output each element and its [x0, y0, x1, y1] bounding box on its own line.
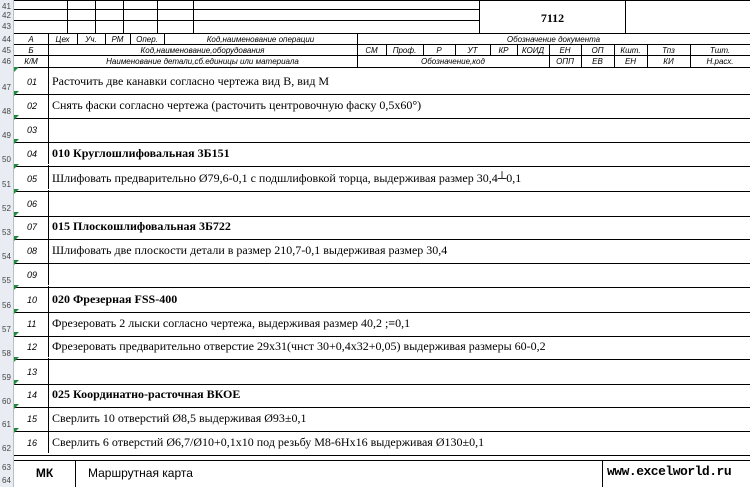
hdr-oper: Опер.: [136, 35, 158, 44]
error-indicator-icon: [14, 164, 19, 169]
hdr-tsht: Тшт.: [709, 46, 731, 55]
row-number[interactable]: 48: [2, 107, 11, 116]
row-divider: [48, 429, 49, 453]
row-divider: [48, 213, 49, 237]
hdr-a: А: [28, 35, 34, 44]
row-border: [14, 191, 750, 192]
error-indicator-icon: [14, 260, 19, 265]
operation-text[interactable]: 020 Фрезерная FSS-400: [52, 292, 178, 306]
hdr-part: Наименование детали,сб.единицы или материала: [106, 57, 299, 66]
operation-row-number: 01: [27, 77, 38, 87]
hdr-tpz: Тпз: [662, 46, 675, 55]
row-divider: [48, 68, 49, 92]
row-number[interactable]: 47: [2, 83, 11, 92]
row-divider: [48, 261, 49, 285]
row-number[interactable]: 50: [2, 155, 11, 164]
row-border: [14, 336, 750, 337]
row-border: [14, 359, 750, 360]
error-indicator-icon: [14, 67, 19, 72]
row-number[interactable]: 62: [2, 444, 11, 453]
operation-row-number: 07: [27, 222, 38, 232]
operation-text[interactable]: 015 Плоскошлифовальная 3Б722: [52, 219, 231, 233]
operation-text[interactable]: Сверлить 10 отверстий Ø8,5 выдерживая Ø93±0,1: [52, 411, 307, 425]
row-divider: [48, 116, 49, 140]
row-number[interactable]: 53: [2, 228, 11, 237]
row-number[interactable]: 55: [2, 276, 11, 285]
row-number[interactable]: 63: [2, 463, 11, 472]
hdr-ceh: Цех: [55, 35, 70, 44]
hdr-kr: КР: [498, 46, 509, 55]
operation-row-number: 11: [27, 319, 37, 329]
row-number[interactable]: 60: [2, 397, 11, 406]
operation-row-number: 08: [27, 246, 38, 256]
error-indicator-icon: [14, 285, 19, 290]
row-number[interactable]: 54: [2, 252, 11, 261]
operation-text[interactable]: 025 Координатно-расточная ВКОЕ: [52, 387, 241, 401]
row-number[interactable]: 52: [2, 204, 11, 213]
row-border: [14, 455, 750, 456]
hdr-prof: Проф.: [392, 46, 417, 55]
row-divider: [48, 92, 49, 116]
row-divider: [48, 286, 49, 310]
row-number[interactable]: 56: [2, 301, 11, 310]
row-border: [14, 384, 750, 385]
operation-row-number: 15: [27, 414, 38, 424]
row-border: [14, 287, 750, 288]
operation-row-number: 03: [27, 125, 38, 135]
row-header-column: [0, 0, 14, 487]
operation-row-number: 02: [27, 101, 38, 111]
row-number[interactable]: 58: [2, 349, 11, 358]
error-indicator-icon: [14, 357, 19, 362]
error-indicator-icon: [14, 332, 19, 337]
row-divider: [48, 140, 49, 164]
row-number[interactable]: 51: [2, 180, 11, 189]
operation-text[interactable]: Шлифовать предварительно Ø79,6-0,1 с подшлифовкой торца, выдерживая размер 30,4┴0,1: [52, 171, 522, 185]
operation-row-number: 05: [27, 174, 38, 184]
row-border: [14, 94, 750, 95]
row-divider: [48, 358, 49, 382]
hdr-code: Обозначение,код: [421, 57, 485, 66]
hdr-uch: Уч.: [85, 35, 97, 44]
row-number[interactable]: 57: [2, 325, 11, 334]
error-indicator-icon: [14, 189, 19, 194]
row-border: [14, 118, 750, 119]
row-number[interactable]: 43: [2, 22, 11, 31]
hdr-en2: ЕН: [624, 57, 637, 66]
error-indicator-icon: [14, 404, 19, 409]
operation-row-number: 16: [27, 438, 38, 448]
hdr-ut: УТ: [467, 46, 478, 55]
operation-text[interactable]: Фрезеровать предварительно отверстие 29х31(чнст 30+0,4х32+0,05) выдерживая размеры 60-0,2: [52, 339, 546, 353]
row-number[interactable]: 59: [2, 373, 11, 382]
hdr-code-op: Код,наименование операции: [206, 35, 315, 44]
operation-row-number: 10: [27, 295, 38, 305]
hdr-en: ЕН: [559, 46, 571, 55]
row-border: [14, 312, 750, 313]
error-indicator-icon: [14, 236, 19, 241]
hdr-sm: СМ: [365, 46, 378, 55]
hdr-op: ОП: [591, 46, 604, 55]
hdr-equip: Код,наименование,оборудования: [140, 46, 265, 55]
error-indicator-icon: [14, 115, 19, 120]
hdr-koid: КОИД: [521, 46, 545, 55]
row-number[interactable]: 42: [2, 11, 11, 20]
error-indicator-icon: [14, 428, 19, 433]
row-border: [14, 239, 750, 240]
document-code: 7112: [540, 11, 565, 25]
row-divider: [48, 381, 49, 405]
row-divider: [48, 237, 49, 261]
operation-text[interactable]: Шлифовать две плоскости детали в размер 210,7-0,1 выдерживая размер 30,4: [52, 243, 448, 257]
error-indicator-icon: [14, 91, 19, 96]
row-number[interactable]: 49: [2, 131, 11, 140]
footer-title: Маршрутная карта: [88, 466, 193, 480]
operation-text[interactable]: Снять фаски согласно чертежа (расточить центровочную фаску 0,5х60°): [52, 98, 422, 112]
operation-text[interactable]: Фрезеровать 2 лыски согласно чертежа, выдерживая размер 40,2 ;≡0,1: [52, 316, 411, 330]
hdr-kst: Кшт.: [620, 46, 641, 55]
footer-mk: МК: [35, 466, 54, 480]
row-border: [14, 216, 750, 217]
row-border: [14, 263, 750, 264]
hdr-ev: ЕВ: [592, 57, 603, 66]
row-border: [14, 166, 750, 167]
row-number[interactable]: 64: [2, 476, 11, 485]
hdr-doc: Обозначение документа: [506, 35, 601, 44]
operation-text[interactable]: Сверлить 6 отверстий Ø6,7/Ø10+0,1х10 под резьбу М8-6Нх16 выдерживая Ø130±0,1: [52, 435, 485, 449]
operation-row-number: 12: [27, 342, 38, 352]
error-indicator-icon: [14, 380, 19, 385]
row-number[interactable]: 46: [2, 57, 11, 66]
operation-row-number: 04: [27, 149, 38, 159]
operation-row-number: 14: [27, 390, 38, 400]
row-number[interactable]: 61: [2, 420, 11, 429]
row-divider: [48, 405, 49, 429]
operation-row-number: 13: [27, 367, 38, 377]
row-divider: [48, 165, 49, 189]
operation-text[interactable]: 010 Круглошлифовальная 3Б151: [52, 146, 230, 160]
error-indicator-icon: [14, 309, 19, 314]
operation-row-number: 09: [27, 270, 38, 280]
operation-row-number: 06: [27, 199, 38, 209]
row-divider: [48, 190, 49, 214]
footer-website: www.excelworld.ru: [607, 464, 732, 479]
row-number[interactable]: 41: [2, 2, 11, 11]
row-divider: [48, 310, 49, 334]
hdr-nrash: Н.расх.: [706, 57, 734, 66]
row-border: [14, 142, 750, 143]
hdr-km: К/М: [24, 57, 38, 66]
operation-text[interactable]: Расточить две канавки согласно чертежа вид В, вид М: [52, 74, 330, 88]
row-divider: [48, 333, 49, 357]
row-border: [14, 431, 750, 432]
row-border: [14, 407, 750, 408]
hdr-b: Б: [28, 46, 34, 55]
hdr-rm: РМ: [111, 35, 124, 44]
hdr-ki: КИ: [663, 57, 674, 66]
hdr-r: Р: [436, 46, 442, 55]
row-number[interactable]: 45: [2, 46, 11, 55]
row-number[interactable]: 44: [2, 35, 11, 44]
error-indicator-icon: [14, 139, 19, 144]
error-indicator-icon: [14, 212, 19, 217]
hdr-opp: ОПП: [556, 57, 574, 66]
